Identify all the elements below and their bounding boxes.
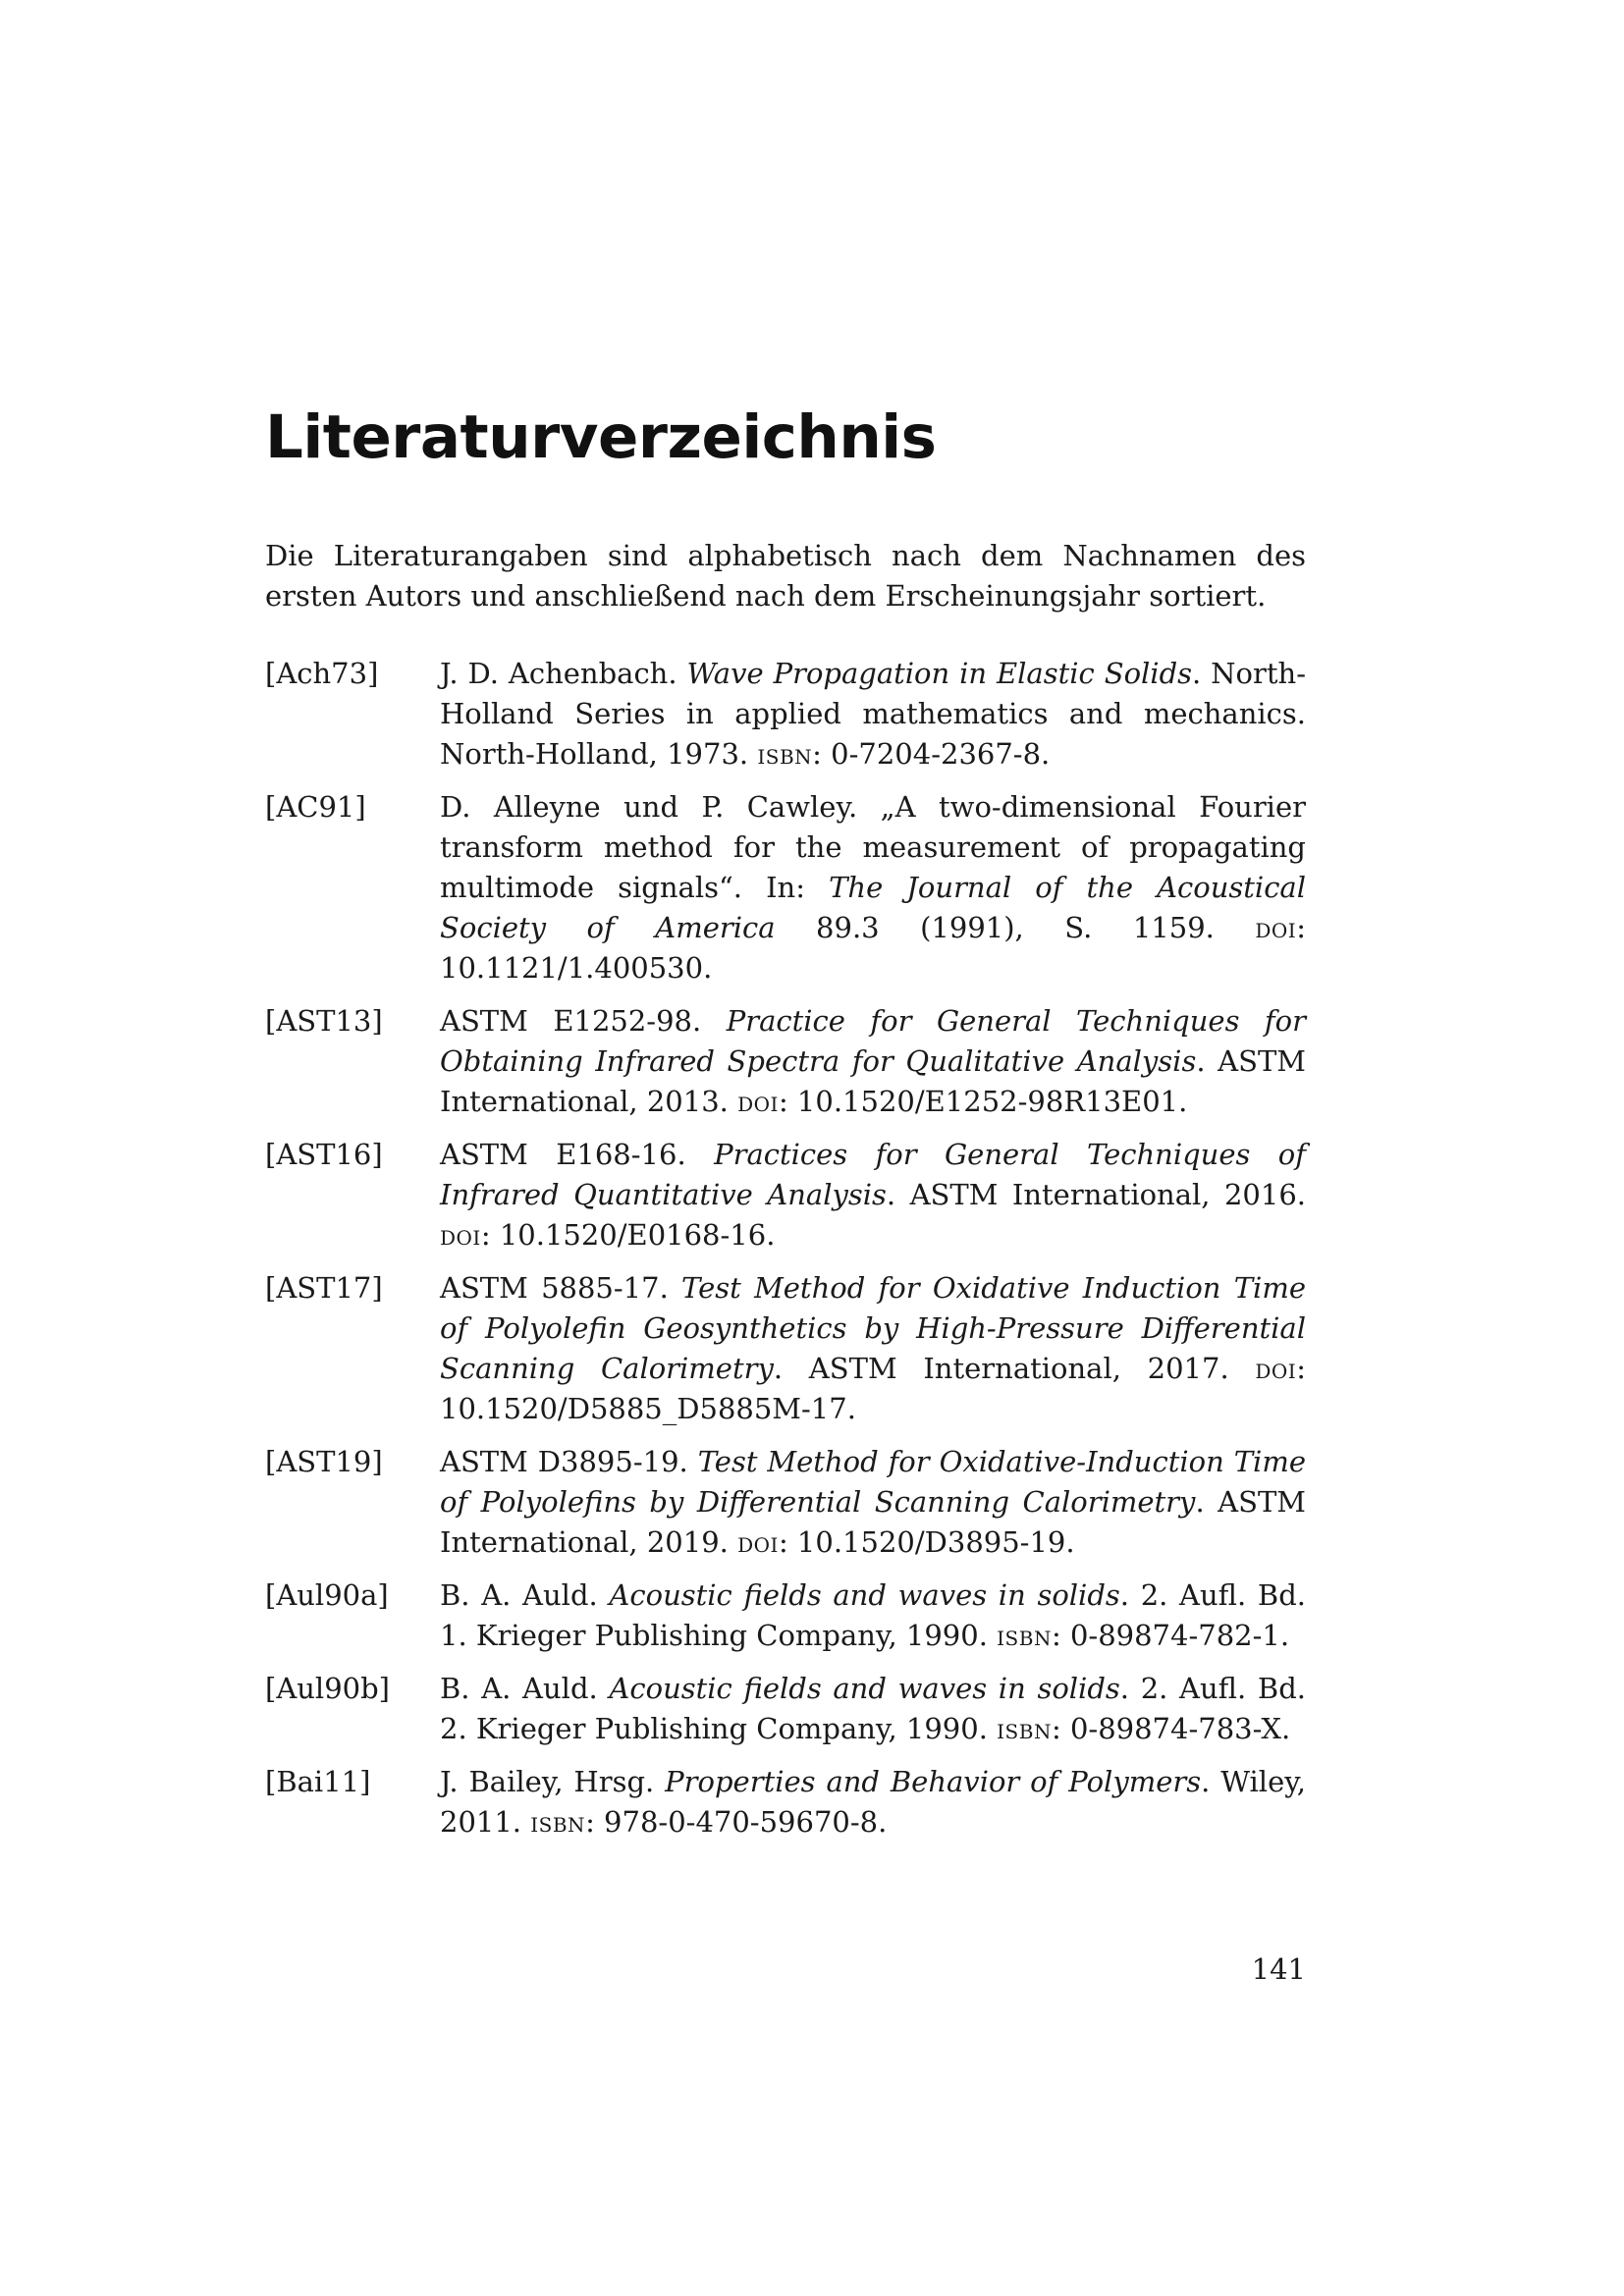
citation-key: [AST19]: [265, 1445, 383, 1478]
citation-fragment: ASTM E168-16.: [440, 1138, 715, 1171]
citation-title: Acoustic fields and waves in solids: [609, 1672, 1120, 1705]
citation-text: [440, 654, 1306, 774]
bibliography-entry: [265, 1669, 1306, 1749]
citation-fragment: ASTM 5885-17.: [440, 1271, 682, 1305]
identifier-label: doi: [1255, 911, 1297, 944]
citation-key: [AST13]: [265, 1004, 383, 1038]
citation-fragment: . ASTM International, 2017.: [773, 1352, 1256, 1385]
citation-fragment: : 978-0-470-59670-8.: [585, 1805, 888, 1839]
citation-fragment: : 10.1520/D3895-19.: [778, 1525, 1075, 1559]
bibliography-entry: [265, 1762, 1306, 1842]
bibliography-entry: [265, 1268, 1306, 1429]
identifier-label: doi: [737, 1085, 779, 1118]
citation-text: [440, 1135, 1306, 1255]
citation-fragment: . 2. Aufl. Bd. 2. Krieger Publishing Company, 1990.: [440, 1672, 1306, 1745]
identifier-label: isbn: [997, 1712, 1052, 1745]
citation-title: Practice for General Techniques for Obtaining Infrared Spectra for Qualitative Analysis: [440, 1004, 1306, 1078]
bibliography-entry: [265, 1575, 1306, 1656]
identifier-label: doi: [440, 1218, 481, 1252]
citation-title: Properties and Behavior of Polymers: [665, 1765, 1202, 1798]
citation-fragment: . ASTM International, 2019.: [440, 1485, 1306, 1559]
bibliography-entry: [265, 654, 1306, 774]
citation-fragment: : 0-7204-2367-8.: [812, 737, 1051, 771]
page-number: 141: [1251, 1952, 1306, 1986]
identifier-label: doi: [1255, 1352, 1297, 1385]
citation-title: The Journal of the Acoustical Society of America: [440, 871, 1307, 944]
citation-key: [AC91]: [265, 790, 366, 824]
citation-fragment: J. Bailey, Hrsg.: [440, 1765, 666, 1798]
citation-key: [Aul90b]: [265, 1672, 390, 1705]
citation-key: [AST16]: [265, 1138, 383, 1171]
identifier-label: doi: [737, 1525, 779, 1559]
citation-text: [440, 1001, 1306, 1122]
citation-fragment: . ASTM International, 2013.: [440, 1044, 1306, 1118]
citation-fragment: D. Alleyne und P. Cawley. „A two-dimensional Fourier transform method for the measurement of propagating multimode signals“. In:: [440, 790, 1306, 904]
citation-key: [AST17]: [265, 1271, 383, 1305]
citation-fragment: . 2. Aufl. Bd. 1. Krieger Publishing Company, 1990.: [440, 1578, 1306, 1652]
citation-text: [440, 1669, 1306, 1749]
identifier-label: isbn: [997, 1619, 1052, 1652]
bibliography-entry: [265, 1442, 1306, 1563]
citation-fragment: : 0-89874-782-1.: [1051, 1619, 1290, 1652]
bibliography-entry: [265, 1001, 1306, 1122]
citation-fragment: . North-Holland Series in applied mathematics and mechanics. North-Holland, 1973.: [440, 657, 1307, 771]
citation-fragment: B. A. Auld.: [440, 1578, 610, 1612]
citation-text: [440, 787, 1306, 988]
bibliography-entry: [265, 787, 1306, 988]
bibliography-entry: [265, 1135, 1306, 1255]
citation-fragment: . ASTM International, 2016.: [886, 1178, 1306, 1211]
citation-fragment: ASTM D3895-19.: [440, 1445, 698, 1478]
page-title: Literaturverzeichnis: [265, 402, 937, 472]
citation-key: [Bai11]: [265, 1765, 371, 1798]
citation-text: [440, 1575, 1306, 1656]
citation-text: [440, 1442, 1306, 1563]
citation-key: [Aul90a]: [265, 1578, 389, 1612]
citation-title: Test Method for Oxidative-Induction Time of Polyolefins by Differential Scanning Calorimetry: [440, 1445, 1306, 1519]
citation-fragment: : 10.1520/E1252-98R13E01.: [778, 1085, 1188, 1118]
bibliography-list: [265, 654, 1306, 1855]
intro-paragraph: Die Literaturangaben sind alphabetisch nach dem Nachnamen des ersten Autors und anschließend nach dem Erscheinungsjahr sortiert.: [265, 539, 1306, 613]
citation-title: Test Method for Oxidative Induction Time of Polyolefin Geosynthetics by High-Pressure Differential Scanning Calorimetry: [440, 1271, 1306, 1385]
citation-fragment: ASTM E1252-98.: [440, 1004, 727, 1038]
citation-title: Practices for General Techniques of Infrared Quantitative Analysis: [440, 1138, 1306, 1211]
citation-text: [440, 1268, 1306, 1429]
citation-fragment: : 10.1520/E0168-16.: [480, 1218, 776, 1252]
citation-fragment: J. D. Achenbach.: [440, 657, 687, 690]
citation-text: [440, 1762, 1306, 1842]
identifier-label: isbn: [530, 1805, 586, 1839]
citation-fragment: : 10.1121/1.400530.: [440, 911, 1306, 985]
citation-fragment: B. A. Auld.: [440, 1672, 610, 1705]
citation-title: Wave Propagation in Elastic Solids: [686, 657, 1193, 690]
citation-fragment: : 0-89874-783-X.: [1051, 1712, 1291, 1745]
citation-fragment: : 10.1520/D5885_D5885M-17.: [440, 1352, 1306, 1425]
citation-fragment: . Wiley, 2011.: [440, 1765, 1306, 1839]
citation-key: [Ach73]: [265, 657, 379, 690]
citation-fragment: 89.3 (1991), S. 1159.: [775, 911, 1256, 944]
identifier-label: isbn: [757, 737, 813, 771]
citation-title: Acoustic fields and waves in solids: [609, 1578, 1120, 1612]
